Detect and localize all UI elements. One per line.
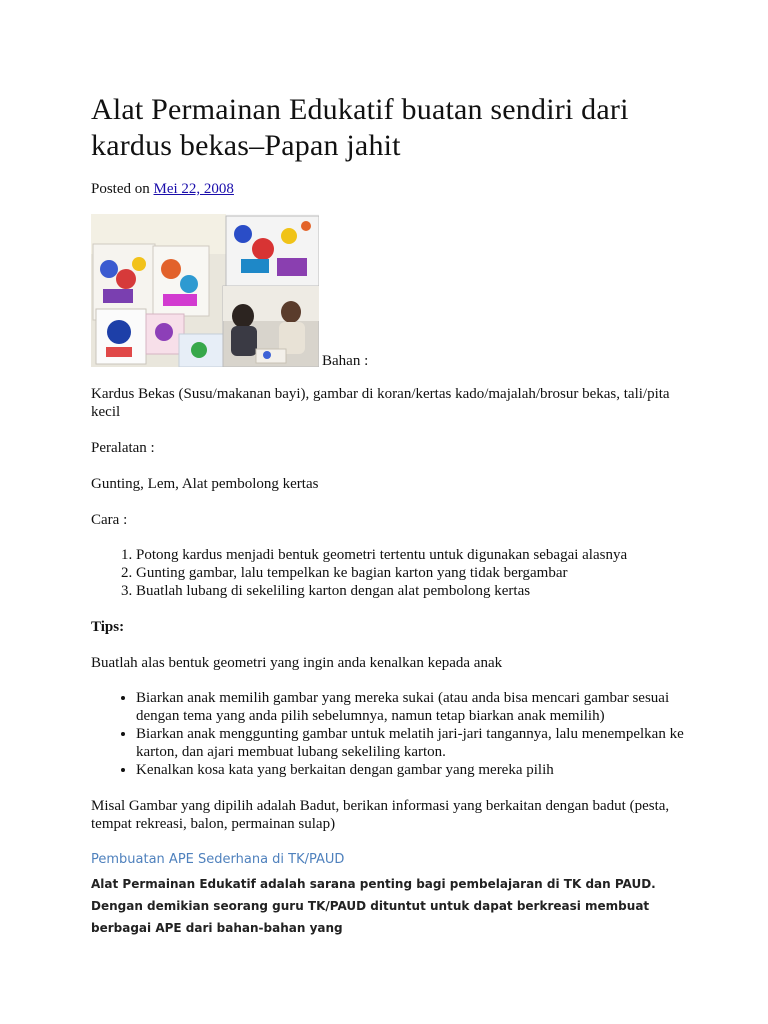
- tips-intro: Buatlah alas bentuk geometri yang ingin anda kenalkan kepada anak: [91, 655, 503, 671]
- photo-row: [91, 214, 691, 367]
- posted-prefix: Posted on: [91, 181, 150, 197]
- ape-heading-link[interactable]: Pembuatan APE Sederhana di TK/PAUD: [91, 852, 345, 867]
- steps-list: [91, 546, 691, 600]
- photo-collage-icon: [91, 214, 319, 367]
- post-meta: [91, 180, 691, 198]
- cara-label: Cara :: [91, 512, 128, 528]
- peralatan-label: Peralatan :: [91, 440, 155, 456]
- bahan-text: Kardus Bekas (Susu/makanan bayi), gambar di koran/kertas kado/majalah/brosur bekas, tali/pita kecil: [91, 386, 670, 420]
- list-item: • Kenalkan kosa kata yang berkaitan dengan gambar yang mereka pilih: [136, 761, 691, 779]
- list-item: 3. Buatlah lubang di sekeliling karton dengan alat pembolong kertas: [136, 582, 691, 600]
- tips-list: [91, 689, 691, 779]
- tips-label: Tips:: [91, 619, 125, 635]
- article-title: Alat Permainan Edukatif buatan sendiri dari kardus bekas–Papan jahit: [91, 93, 629, 162]
- peralatan-text: Gunting, Lem, Alat pembolong kertas: [91, 476, 319, 492]
- example-text: Misal Gambar yang dipilih adalah Badut, berikan informasi yang berkaitan dengan badut (pesta, tempat rekreasi, balon, permainan sulap): [91, 798, 670, 832]
- bahan-label: Bahan :: [322, 353, 369, 369]
- posted-date-link[interactable]: Mei 22, 2008: [153, 181, 234, 197]
- list-item: • Biarkan anak menggunting gambar untuk melatih jari-jari tangannya, lalu menempelkan ke karton, dan ajari membuat lubang sekeliling karton.: [136, 725, 691, 761]
- list-item: • Biarkan anak memilih gambar yang mereka sukai (atau anda bisa mencari gambar sesuai dengan tema yang anda pilih sebelumnya, namun tetap biarkan anak memilih): [136, 689, 691, 725]
- list-item: 2. Gunting gambar, lalu tempelkan ke bagian karton yang tidak bergambar: [136, 564, 691, 582]
- photo-collage-image: [91, 214, 319, 367]
- article-content: [91, 92, 691, 939]
- list-item: 1. Potong kardus menjadi bentuk geometri tertentu untuk digunakan sebagai alasnya: [136, 546, 691, 564]
- ape-description: Alat Permainan Edukatif adalah sarana penting bagi pembelajaran di TK dan PAUD. Dengan demikian seorang guru TK/PAUD dituntut untuk dapat berkreasi membuat berbagai APE dari bahan-bahan yang: [91, 877, 656, 935]
